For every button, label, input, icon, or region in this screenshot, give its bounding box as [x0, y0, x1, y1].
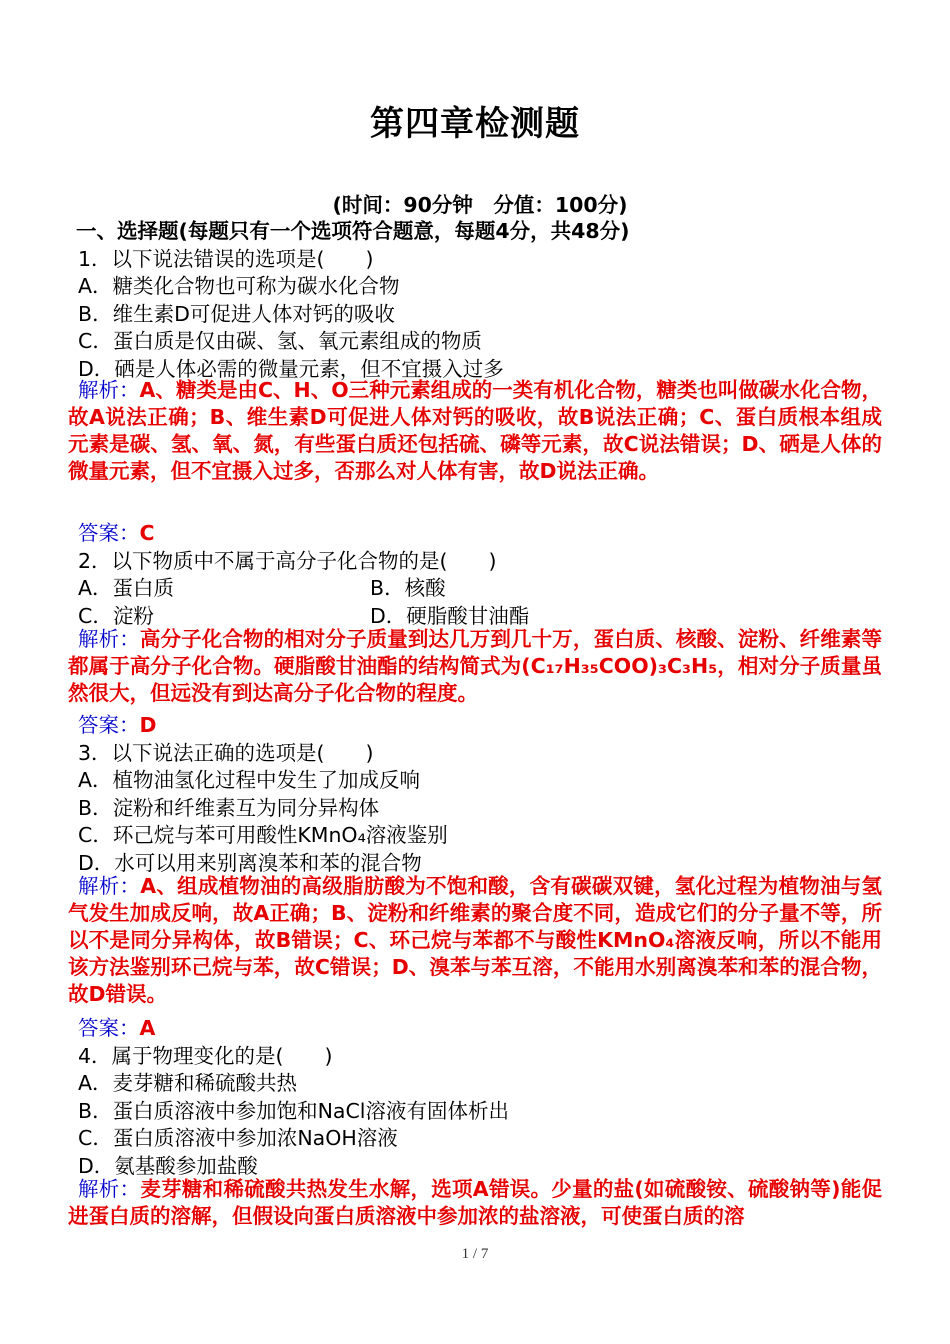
answer-label: 答案：: [78, 713, 140, 737]
q2-answer: [78, 708, 157, 738]
q4-option-c: C．蛋白质溶液中参加浓NaOH溶液: [78, 1126, 398, 1150]
section-heading: 一、选择题(每题只有一个选项符合题意，每题4分，共48分): [76, 219, 630, 243]
q2-stem: 2．以下物质中不属于高分子化合物的是( ): [78, 549, 497, 573]
q3-analysis: [68, 873, 882, 1008]
q4-option-b: B．蛋白质溶液中参加饱和NaCl溶液有固体析出: [78, 1099, 509, 1123]
analysis-label: 解析：: [78, 627, 140, 651]
q3-stem: 3．以下说法正确的选项是( ): [78, 741, 374, 765]
q1-option-c: C．蛋白质是仅由碳、氢、氧元素组成的物质: [78, 329, 482, 353]
q2-analysis-text-post: ，相对分子质量虽然很大，但远没有到达高分子化合物的程度。: [68, 654, 883, 705]
q2-option-b: B．核酸: [370, 576, 446, 600]
page-title: 第四章检测题: [370, 104, 580, 144]
answer-label: 答案：: [78, 521, 140, 545]
q2-analysis: [68, 626, 882, 707]
analysis-label: 解析：: [78, 874, 141, 898]
q3-analysis-text: A、组成植物油的高级脂肪酸为不饱和酸，含有碳碳双键，氢化过程为植物油与氢气发生加成反响，故A正确；B、淀粉和纤维素的聚合度不同，造成它们的分子量不等，所以不是同分异构体，故B错误；C、环己烷与苯都不与酸性KMnO₄溶液反响，所以不能用该方法鉴别环己烷与苯，故C错误；D、溴苯与苯互溶，不能用水别离溴苯和苯的混合物，故D错误。: [68, 874, 883, 1006]
q3-option-d: D．水可以用来别离溴苯和苯的混合物: [78, 851, 422, 875]
q1-analysis: [68, 377, 882, 485]
q3-option-b: B．淀粉和纤维素互为同分异构体: [78, 796, 380, 820]
q2-option-d: D．硬脂酸甘油酯: [370, 604, 530, 628]
q4-stem: 4．属于物理变化的是( ): [78, 1044, 333, 1068]
q2-option-c: C．淀粉: [78, 604, 154, 628]
exam-meta: (时间：90分钟 分值：100分): [332, 193, 628, 217]
analysis-label: 解析：: [78, 1177, 141, 1201]
q1-stem: 1．以下说法错误的选项是( ): [78, 247, 374, 271]
q4-analysis: [68, 1176, 882, 1230]
q3-answer: [78, 1011, 155, 1041]
q1-answer-value: C: [139, 521, 155, 545]
q2-formula: (C₁₇H₃₅COO)₃C₃H₅: [521, 654, 718, 678]
analysis-label: 解析：: [78, 378, 140, 402]
q2-analysis-text-pre: 高分子化合物的相对分子质量到达几万到几十万，蛋白质、核酸、淀粉、纤维素等都属于高分子化合物。硬脂酸甘油酯的结构简式为: [68, 627, 883, 678]
q4-option-a: A．麦芽糖和稀硫酸共热: [78, 1071, 298, 1095]
q1-option-b: B．维生素D可促进人体对钙的吸收: [78, 302, 395, 326]
q3-option-c: C．环己烷与苯可用酸性KMnO₄溶液鉴别: [78, 823, 448, 847]
q4-option-d: D．氨基酸参加盐酸: [78, 1154, 258, 1178]
answer-label: 答案：: [78, 1016, 140, 1040]
q1-answer: [78, 516, 155, 546]
q2-option-a: A．蛋白质: [78, 576, 175, 600]
q2-answer-value: D: [139, 713, 157, 737]
q1-option-a: A．糖类化合物也可称为碳水化合物: [78, 274, 400, 298]
page-number: 1 / 7: [461, 1246, 489, 1262]
q1-option-d: D．硒是人体必需的微量元素，但不宜摄入过多: [78, 357, 504, 381]
q3-answer-value: A: [139, 1016, 156, 1040]
q4-analysis-text: 麦芽糖和稀硫酸共热发生水解，选项A错误。少量的盐(如硫酸铵、硫酸钠等)能促进蛋白质的溶解，但假设向蛋白质溶液中参加浓的盐溶液，可使蛋白质的溶: [68, 1177, 882, 1228]
q1-analysis-text: A、糖类是由C、H、O三种元素组成的一类有机化合物，糖类也叫做碳水化合物，故A说法正确；B、维生素D可促进人体对钙的吸收，故B说法正确；C、蛋白质根本组成元素是碳、氢、氧、氮，有些蛋白质还包括硫、磷等元素，故C说法错误；D、硒是人体的微量元素，但不宜摄入过多，否那么对人体有害，故D说法正确。: [68, 378, 883, 483]
q3-option-a: A．植物油氢化过程中发生了加成反响: [78, 768, 421, 792]
